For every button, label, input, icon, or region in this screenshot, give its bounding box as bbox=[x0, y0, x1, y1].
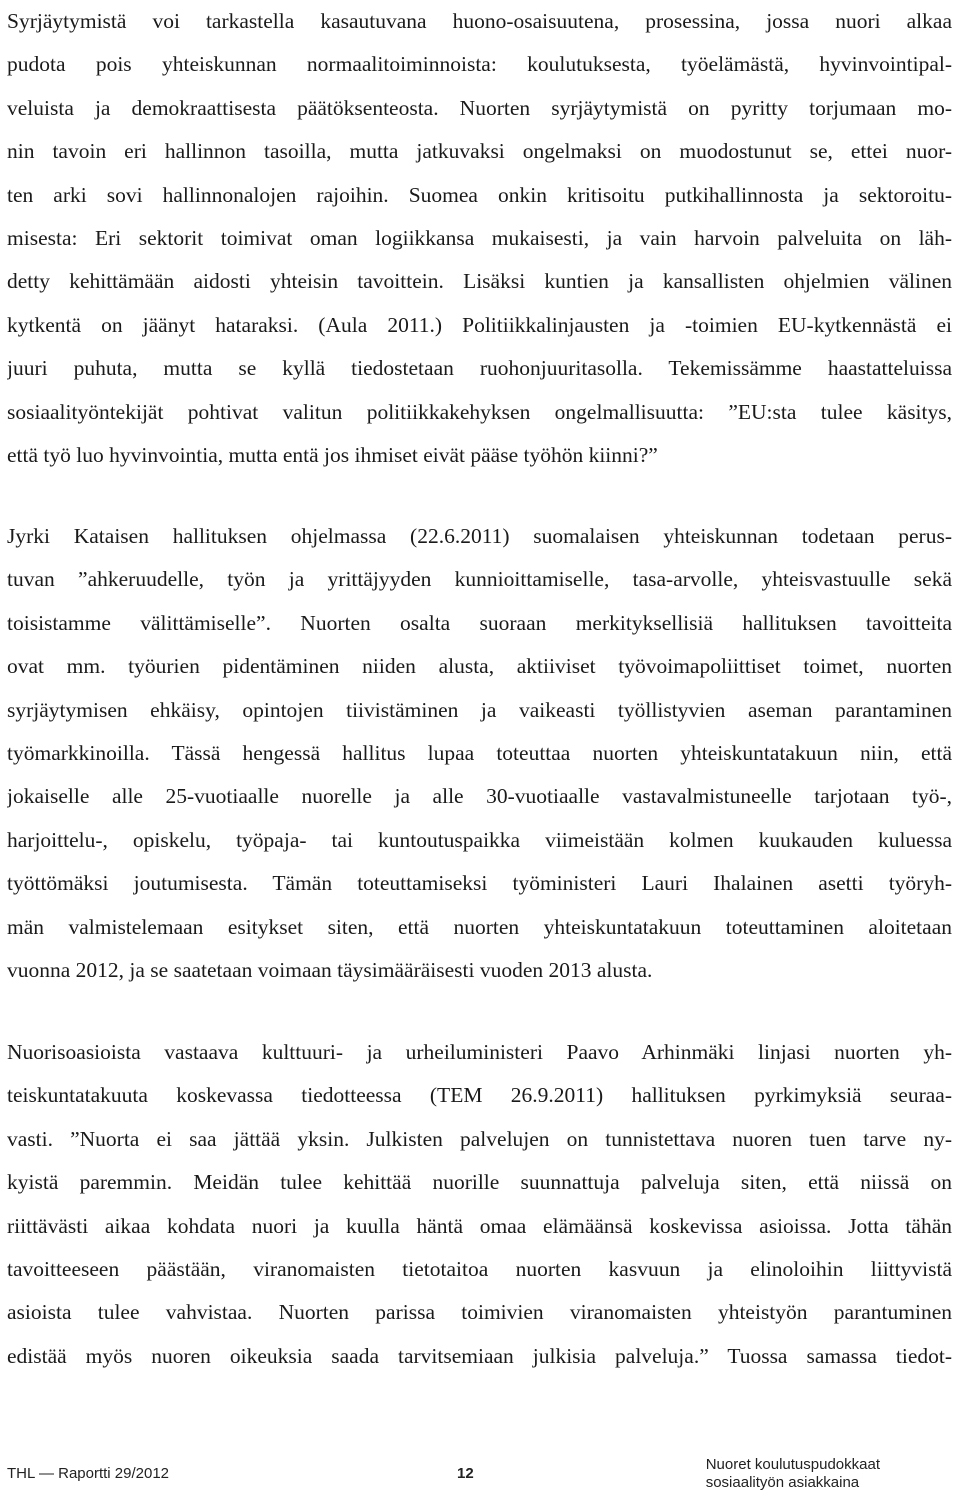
publication-title bbox=[706, 1456, 880, 1492]
text-line: sosiaalityöntekijät pohtivat valitun politiikkakehyksen ongelmallisuutta: ”EU:sta tulee käsitys, bbox=[7, 399, 952, 424]
text-line: kyistä paremmin. Meidän tulee kehittää nuorille suunnattuja palveluja siten, että niissä on bbox=[7, 1170, 952, 1195]
paragraph-3 bbox=[7, 1031, 952, 1378]
page-number: 12 bbox=[457, 1465, 474, 1482]
text-line: syrjäytymisen ehkäisy, opintojen tiivistäminen ja vaikeasti työllistyvien aseman parantaminen bbox=[7, 697, 952, 722]
text-line: työttömäksi joutumisesta. Tämän toteuttamiseksi työministeri Lauri Ihalainen asetti työryh- bbox=[7, 871, 952, 896]
text-line: asioista tulee vahvistaa. Nuorten parissa toimivien viranomaisten yhteistyön parantuminen bbox=[7, 1300, 952, 1325]
text-line: Syrjäytymistä voi tarkastella kasautuvana huono-osaisuutena, prosessina, jossa nuori alkaa bbox=[7, 9, 952, 33]
text-line: detty kehittämään aidosti yhteisin tavoittein. Lisäksi kuntien ja kansallisten ohjelmien välinen bbox=[7, 269, 952, 294]
text-line: Nuorisoasioista vastaava kulttuuri- ja urheiluministeri Paavo Arhinmäki linjasi nuorten yh- bbox=[7, 1040, 952, 1064]
publication-title-line: sosiaalityön asiakkaina bbox=[705, 1474, 860, 1491]
paragraph-2 bbox=[7, 515, 952, 992]
text-line: veluista ja demokraattisesta päätöksenteosta. Nuorten syrjäytymistä on pyritty torjumaan mo- bbox=[7, 95, 952, 120]
text-line: että työ luo hyvinvointia, mutta entä jos ihmiset eivät pääse työhön kiinni?” bbox=[7, 442, 658, 467]
text-line: työmarkkinoilla. Tässä hengessä hallitus lupaa toteuttaa nuorten yhteiskuntatakuun niin, että bbox=[7, 740, 952, 765]
page-footer bbox=[7, 1456, 952, 1492]
text-line: nin tavoin eri hallinnon tasoilla, mutta jatkuvaksi ongelmaksi on muodostunut se, ettei nuor- bbox=[7, 139, 952, 164]
text-line: tuvan ”ahkeruudelle, työn ja yrittäjyyden kunnioittamiselle, tasa-arvolle, yhteisvastuulle sekä bbox=[7, 567, 952, 592]
text-line: toisistamme välittämiselle”. Nuorten osalta suoraan merkityksellisiä hallituksen tavoitteita bbox=[7, 610, 952, 635]
text-line: edistää myös nuoren oikeuksia saada tarvitsemiaan julkisia palveluja.” Tuossa samassa tiedot- bbox=[7, 1343, 952, 1368]
text-line: teiskuntatakuuta koskevassa tiedotteessa (TEM 26.9.2011) hallituksen pyrkimyksiä seuraa- bbox=[7, 1083, 952, 1108]
paragraph-1 bbox=[7, 0, 952, 477]
text-line: män valmistelemaan esitykset siten, että nuorten yhteiskuntatakuun toteuttaminen aloitetaan bbox=[7, 914, 952, 939]
text-line: juuri puhuta, mutta se kyllä tiedostetaan ruohonjuuritasolla. Tekemissämme haastatteluissa bbox=[7, 356, 952, 381]
text-line: kytkentä on jäänyt hataraksi. (Aula 2011.) Politiikkalinjausten ja -toimien EU-kytkennästä ei bbox=[7, 312, 952, 337]
report-label: THL — Raportti 29/2012 bbox=[7, 1465, 170, 1482]
text-line: riittävästi aikaa kohdata nuori ja kuulla häntä omaa elämäänsä koskevissa asioissa. Jotta tähän bbox=[7, 1213, 952, 1238]
text-line: harjoittelu-, opiskelu, työpaja- tai kuntoutuspaikka viimeistään kolmen kuukauden kuluessa bbox=[7, 827, 952, 852]
text-line: ovat mm. työurien pidentäminen niiden alusta, aktiiviset työvoimapoliittiset toimet, nuorten bbox=[7, 654, 952, 679]
text-line: vuonna 2012, ja se saatetaan voimaan täysimääräisesti vuoden 2013 alusta. bbox=[7, 957, 653, 982]
text-line: tavoitteeseen päästään, viranomaisten tietotaitoa nuorten kasvuun ja elinoloihin liittyvistä bbox=[7, 1256, 952, 1281]
text-line: ten arki sovi hallinnonalojen rajoihin. Suomea onkin kritisoitu putkihallinnosta ja sektoroitu- bbox=[7, 182, 952, 207]
text-line: misesta: Eri sektorit toimivat oman logiikkansa mukaisesti, ja vain harvoin palveluita on läh- bbox=[7, 225, 952, 250]
publication-title-line: Nuoret koulutuspudokkaat bbox=[705, 1456, 880, 1473]
text-line: Jyrki Kataisen hallituksen ohjelmassa (22.6.2011) suomalaisen yhteiskunnan todetaan perus- bbox=[7, 524, 952, 548]
text-line: jokaiselle alle 25-vuotiaalle nuorelle ja alle 30-vuotiaalle vastavalmistuneelle tarjotaan työ-, bbox=[7, 784, 952, 809]
text-line: pudota pois yhteiskunnan normaalitoiminnoista: koulutuksesta, työelämästä, hyvinvointipal- bbox=[7, 52, 952, 77]
text-line: vasti. ”Nuorta ei saa jättää yksin. Julkisten palvelujen on tunnistettava nuoren tuen tarve ny- bbox=[7, 1126, 952, 1151]
